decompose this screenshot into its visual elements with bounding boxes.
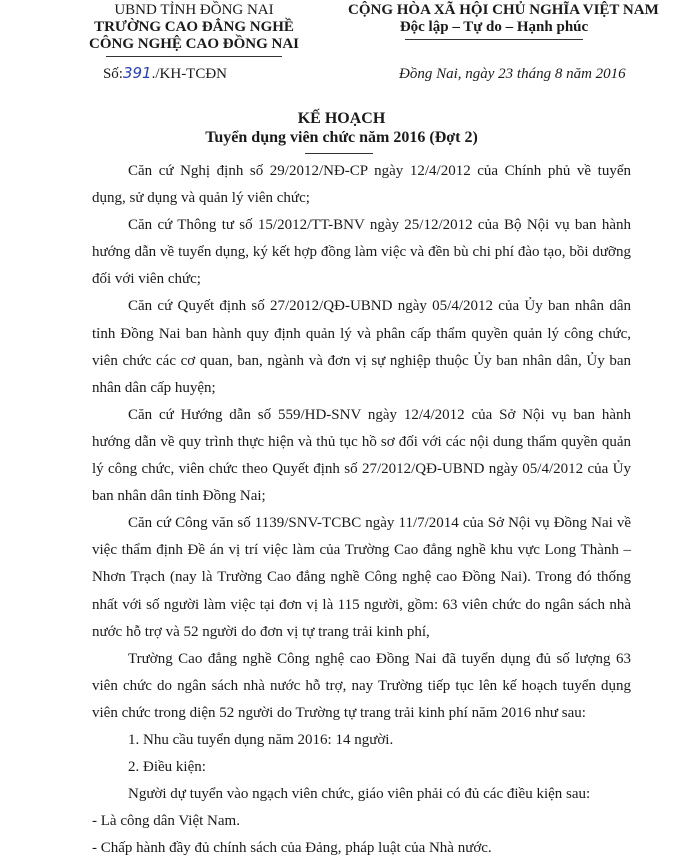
- paragraph: Căn cứ Nghị định số 29/2012/NĐ-CP ngày 12/4/2012 của Chính phủ về tuyển dụng, sử dụng và quản lý viên chức;: [92, 163, 631, 207]
- agency-name-line2: CÔNG NGHỆ CAO ĐỒNG NAI: [88, 36, 299, 52]
- section-item: Người dự tuyển vào ngạch viên chức, giáo viên phải có đủ các điều kiện sau:: [128, 786, 591, 803]
- national-motto: Độc lập – Tự do – Hạnh phúc: [399, 19, 589, 35]
- agency-underline: [106, 56, 282, 57]
- motto-underline: [405, 39, 583, 40]
- bullet-item: - Chấp hành đầy đủ chính sách của Đảng, pháp luật của Nhà nước.: [92, 840, 492, 857]
- agency-parent: UBND TỈNH ĐỒNG NAI: [114, 2, 274, 18]
- national-title: CỘNG HÒA XÃ HỘI CHỦ NGHĨA VIỆT NAM: [348, 2, 659, 18]
- bullet-item: - Là công dân Việt Nam.: [92, 813, 240, 830]
- document-body: [92, 158, 631, 862]
- paragraph: Trường Cao đẳng nghề Công nghệ cao Đồng Nai đã tuyển dụng đủ số lượng 63 viên chức do ngân sách nhà nước hỗ trợ, nay Trường tiếp tục lên kế hoạch tuyển dụng viên chức trong diện 52 người do Trường tự trang trải kinh phí năm 2016 như sau:: [92, 650, 631, 721]
- issuing-agency-block: [82, 2, 306, 57]
- document-subtitle: Tuyển dụng viên chức năm 2016 (Đợt 2): [205, 129, 478, 146]
- paragraph: Căn cứ Hướng dẫn số 559/HD-SNV ngày 12/4/2012 của Sở Nội vụ ban hành hướng dẫn về quy trình thực hiện và thủ tục hồ sơ đối với các nội dung thẩm quyền quản lý công chức, viên chức theo Quyết định số 27/2012/QĐ-UBND ngày 05/4/2012 của Ủy ban nhân dân tỉnh Đồng Nai;: [92, 406, 631, 505]
- agency-name-line1: TRƯỜNG CAO ĐẲNG NGHỀ: [94, 19, 294, 35]
- paragraph: Căn cứ Quyết định số 27/2012/QĐ-UBND ngày 05/4/2012 của Ủy ban nhân dân tỉnh Đồng Nai ban hành quy định quản lý và phân cấp thẩm quyền quản lý công chức, viên chức các cơ quan, ban, ngành và đơn vị sự nghiệp thuộc Ủy ban nhân dân, Ủy ban nhân dân cấp huyện;: [92, 298, 631, 396]
- document-title: KẾ HOẠCH: [297, 110, 386, 127]
- ref-number: 391: [122, 64, 152, 82]
- national-header-block: [348, 2, 659, 40]
- paragraph: Căn cứ Thông tư số 15/2012/TT-BNV ngày 25/12/2012 của Bộ Nội vụ ban hành hướng dẫn về tuyển dụng, ký kết hợp đồng làm việc và đền bù chi phí đào tạo, bồi dưỡng đối với viên chức;: [92, 217, 631, 288]
- section-item: 1. Nhu cầu tuyển dụng năm 2016: 14 người.: [128, 731, 394, 748]
- issue-date: Đồng Nai, ngày 23 tháng 8 năm 2016: [399, 66, 626, 82]
- paragraph: Căn cứ Công văn số 1139/SNV-TCBC ngày 11/7/2014 của Sở Nội vụ Đồng Nai về việc thẩm định Đề án vị trí việc làm của Trường Cao đẳng nghề khu vực Long Thành – Nhơn Trạch (nay là Trường Cao đẳng nghề Công nghệ cao Đồng Nai). Trong đó thống nhất với số người làm việc tại đơn vị là 115 người, gồm: 63 viên chức do ngân sách nhà nước hỗ trợ và 52 người do đơn vị tự trang trải kinh phí,: [92, 515, 631, 640]
- title-underline: [305, 153, 373, 154]
- ref-suffix: ./KH-TCĐN: [151, 66, 228, 82]
- ref-prefix: Số:: [102, 66, 123, 82]
- section-item: 2. Điều kiện:: [128, 759, 206, 776]
- document-reference: [100, 64, 230, 83]
